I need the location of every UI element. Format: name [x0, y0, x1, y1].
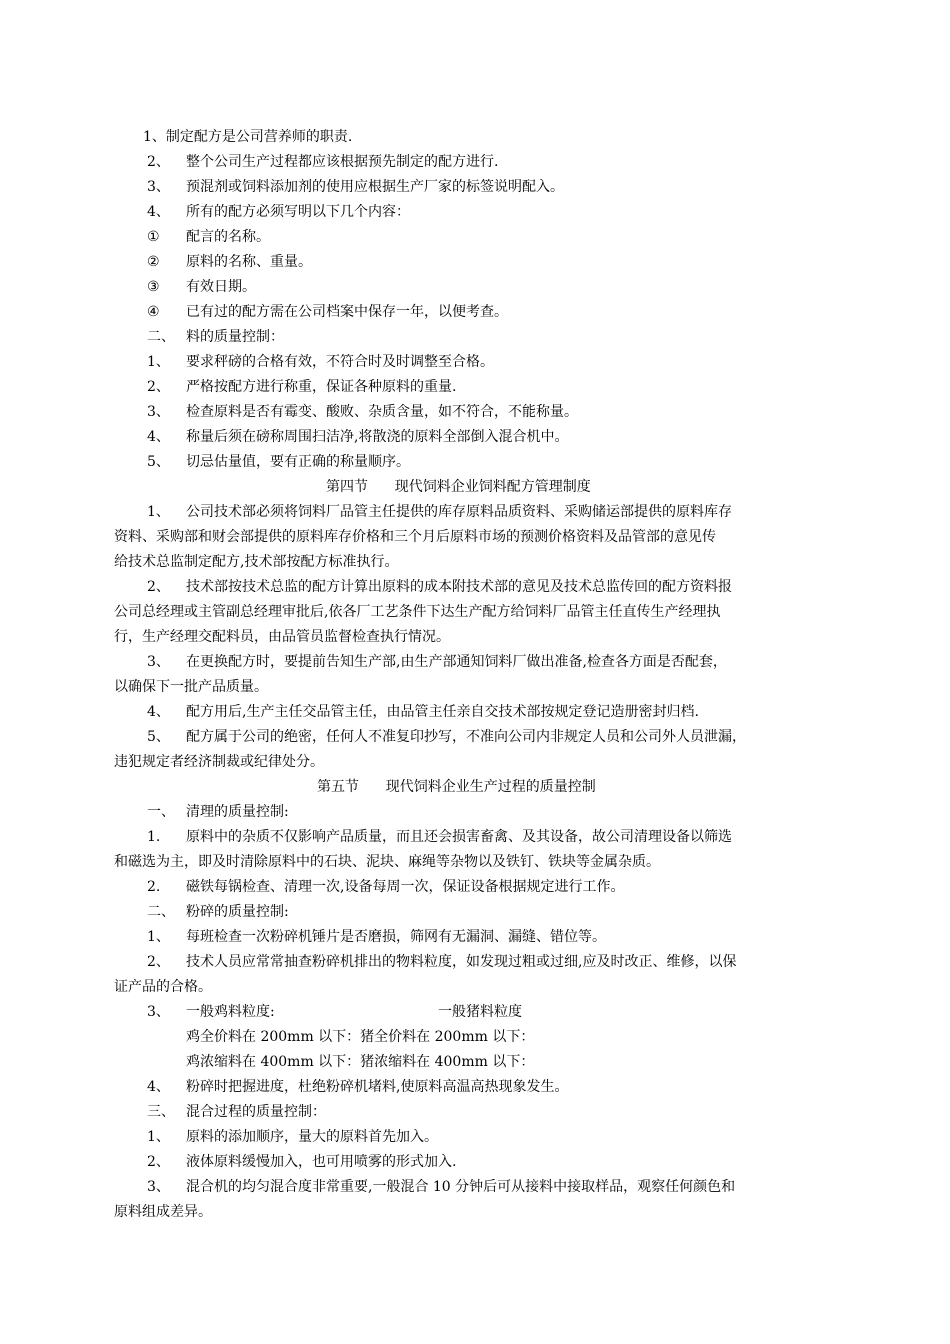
paragraph-line: 配方属于公司的绝密，任何人不准复印抄写，不准向公司内非规定人员和公司外人员泄漏， [186, 729, 746, 745]
item-line-1: 1、制定配方是公司营养师的职责. [143, 129, 353, 145]
item-text: 有效日期。 [186, 279, 256, 295]
paragraph-number: 2、 [147, 1154, 170, 1170]
section-heading: 清理的质量控制: [186, 804, 289, 820]
paragraph-line: 以确保下一批产品质量。 [114, 679, 268, 695]
paragraph-line: 磁铁每锅检查、清理一次,设备每周一次，保证设备根据规定进行工作。 [186, 879, 625, 895]
item-number: 4、 [147, 429, 170, 445]
paragraph-line: 证产品的合格。 [114, 979, 212, 995]
paragraph-number: 3、 [147, 1004, 170, 1020]
paragraph-number: 2. [147, 879, 161, 895]
item-text: 严格按配方进行称重，保证各种原料的重量. [186, 379, 457, 395]
item-number: 2、 [147, 154, 170, 170]
item-number: 3、 [147, 179, 170, 195]
paragraph-number: 3、 [147, 654, 170, 670]
section-heading: 混合过程的质量控制： [186, 1104, 326, 1120]
paragraph-line: 原料的添加顺序，量大的原料首先加入。 [186, 1129, 438, 1145]
paragraph-line: 公司技术部必须将饲料厂品管主任提供的库存原料品质资料、采购储运部提供的原料库存 [186, 504, 732, 520]
item-number: ④ [147, 304, 160, 320]
section-number: 三、 [147, 1104, 175, 1120]
paragraph-line: 行，生产经理交配料员，由品管员监督检查执行情况。 [114, 629, 450, 645]
item-number: ① [147, 229, 160, 245]
paragraph-number: 4、 [147, 704, 170, 720]
item-number: 2、 [147, 379, 170, 395]
item-number: 1、 [147, 354, 170, 370]
paragraph-line: 公司总经理或主管副总经理审批后,依各厂工艺条件下达生产配方给饲料厂品管主任直传生产经理执 [114, 604, 721, 620]
section-number: 一、 [147, 804, 175, 820]
section-heading: 粉碎的质量控制: [186, 904, 289, 920]
item-text: 检查原料是否有霉变、酸败、杂质含量，如不符合，不能称量。 [186, 404, 578, 420]
item-number: 5、 [147, 454, 170, 470]
paragraph-line: 和磁选为主，即及时清除原料中的石块、泥块、麻绳等杂物以及铁钉、铁块等金属杂质。 [114, 854, 660, 870]
item-number: ② [147, 254, 160, 270]
section-number: 二、 [147, 329, 175, 345]
paragraph-line: 原料中的杂质不仅影响产品质量，而且还会损害畜禽、及其设备，故公司清理设备以筛选 [186, 829, 732, 845]
paragraph-number: 1、 [147, 1129, 170, 1145]
paragraph-line: 资料、采购部和财会部提供的原料库存价格和三个月后原料市场的预测价格资料及品管部的意见传 [114, 529, 716, 545]
paragraph-line: 技术部按技术总监的配方计算出原料的成本附技术部的意见及技术总监传回的配方资料报 [186, 579, 732, 595]
item-text: 要求秤磅的合格有效，不符合时及时调整至合格。 [186, 354, 494, 370]
item-text: 切忌估量值，要有正确的称量顺序。 [186, 454, 410, 470]
paragraph-line: 鸡浓缩料在 400mm 以下：猪浓缩料在 400mm 以下： [186, 1054, 535, 1070]
paragraph-line: 在更换配方时，要提前告知生产部,由生产部通知饲料厂做出准备,检查各方面是否配套， [186, 654, 727, 670]
item-text: 预混剂或饲料添加剂的使用应根据生产厂家的标签说明配入。 [186, 179, 564, 195]
paragraph-line: 技术人员应常常抽查粉碎机排出的物料粒度，如发现过粗或过细,应及时改正、维修，以保 [186, 954, 737, 970]
section-title: 第四节 现代饲料企业饲料配方管理制度 [326, 479, 591, 495]
paragraph-line: 粉碎时把握进度，杜绝粉碎机堵料,使原料高温高热现象发生。 [186, 1079, 569, 1095]
paragraph-number: 2、 [147, 579, 170, 595]
item-text: 配言的名称。 [186, 229, 270, 245]
item-number: 3、 [147, 404, 170, 420]
paragraph-line: 配方用后,生产主任交品管主任，由品管主任亲自交技术部按规定登记造册密封归档. [186, 704, 699, 720]
paragraph-number: 4、 [147, 1079, 170, 1095]
item-text: 称量后须在磅称周围扫洁净,将散浇的原料全部倒入混合机中。 [186, 429, 569, 445]
section-number: 二、 [147, 904, 175, 920]
paragraph-number: 2、 [147, 954, 170, 970]
paragraph-line: 液体原料缓慢加入，也可用喷雾的形式加入. [186, 1154, 457, 1170]
paragraph-number: 1. [147, 829, 161, 845]
section-title: 第五节 现代饲料企业生产过程的质量控制 [317, 779, 596, 795]
paragraph-number: 5、 [147, 729, 170, 745]
item-number: 4、 [147, 204, 170, 220]
paragraph-line: 给技术总监制定配方,技术部按配方标准执行。 [114, 554, 399, 570]
item-text: 所有的配方必须写明以下几个内容： [186, 204, 410, 220]
paragraph-line: 鸡全价料在 200mm 以下：猪全价料在 200mm 以下： [186, 1029, 535, 1045]
paragraph-number: 3、 [147, 1179, 170, 1195]
paragraph-line: 每班检查一次粉碎机锤片是否磨损，筛网有无漏洞、漏缝、错位等。 [186, 929, 606, 945]
paragraph-line: 混合机的均匀混合度非常重要,一般混合 10 分钟后可从接料中接取样品，观察任何颜色和 [186, 1179, 736, 1195]
section-heading: 料的质量控制： [186, 329, 284, 345]
paragraph-line: 一般鸡料粒度: [186, 1004, 275, 1020]
item-number: ③ [147, 279, 160, 295]
paragraph-line: 违犯规定者经济制裁或纪律处分。 [114, 754, 324, 770]
item-text: 已有过的配方需在公司档案中保存一年，以便考查。 [186, 304, 508, 320]
paragraph-number: 1、 [147, 929, 170, 945]
paragraph-number: 1、 [147, 504, 170, 520]
paragraph-line: 原料组成差异。 [114, 1204, 212, 1220]
item-text: 原料的名称、重量。 [186, 254, 312, 270]
item-text: 整个公司生产过程都应该根据预先制定的配方进行. [186, 154, 499, 170]
paragraph-line: 一般猪料粒度 [438, 1004, 522, 1020]
